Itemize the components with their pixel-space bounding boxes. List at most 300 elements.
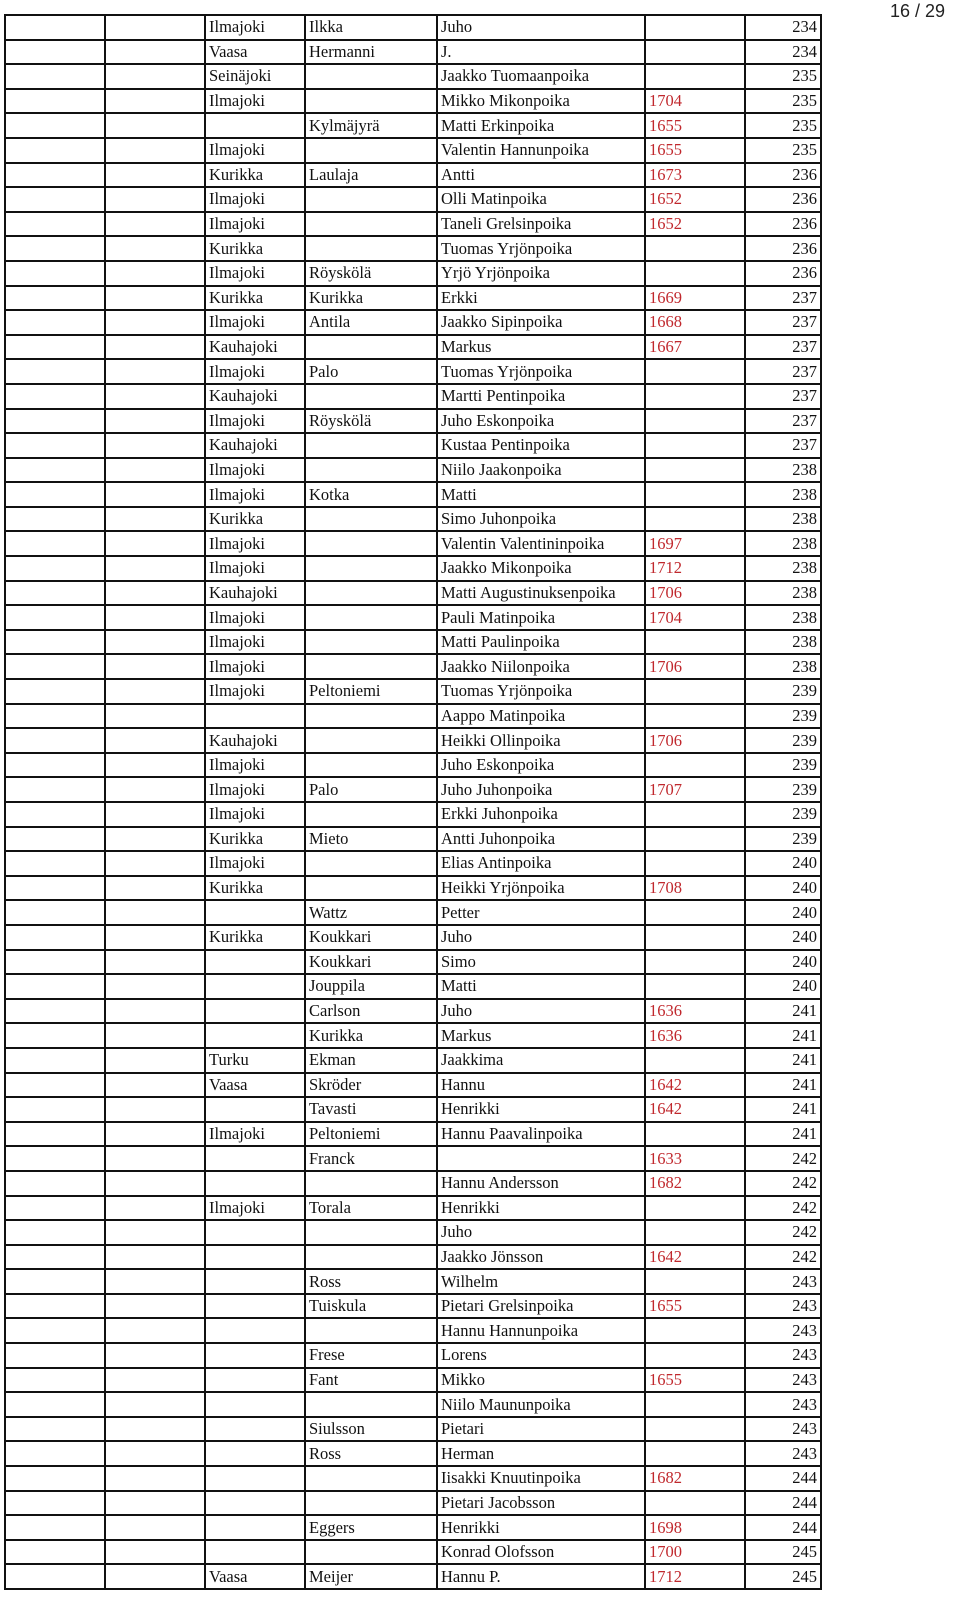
blank-cell [5, 163, 105, 188]
table-row [5, 1343, 821, 1368]
farm-cell: Frese [305, 1343, 437, 1368]
table-row [5, 15, 821, 40]
page-cell: 238 [745, 654, 821, 679]
year-cell: 1706 [645, 728, 745, 753]
blank-cell [5, 802, 105, 827]
parish-cell [205, 1097, 305, 1122]
person-name-cell: Yrjö Yrjönpoika [437, 261, 645, 286]
table-row [5, 1368, 821, 1393]
parish-cell: Ilmajoki [205, 654, 305, 679]
blank-cell [5, 433, 105, 458]
blank-cell [5, 482, 105, 507]
blank-cell [5, 679, 105, 704]
person-name-cell: Erkki Juhonpoika [437, 802, 645, 827]
blank-cell [105, 925, 205, 950]
blank-cell [5, 1515, 105, 1540]
page-cell: 237 [745, 384, 821, 409]
table-row [5, 433, 821, 458]
year-cell: 1698 [645, 1515, 745, 1540]
parish-cell: Vaasa [205, 1073, 305, 1098]
year-cell [645, 851, 745, 876]
blank-cell [105, 212, 205, 237]
blank-cell [105, 138, 205, 163]
farm-cell: Laulaja [305, 163, 437, 188]
blank-cell [5, 851, 105, 876]
year-cell: 1655 [645, 1368, 745, 1393]
table-row [5, 1097, 821, 1122]
page-cell: 237 [745, 433, 821, 458]
blank-cell [5, 777, 105, 802]
farm-cell: Peltoniemi [305, 1122, 437, 1147]
person-name-cell: Tuomas Yrjönpoika [437, 679, 645, 704]
blank-cell [105, 1441, 205, 1466]
page-cell: 237 [745, 286, 821, 311]
blank-cell [105, 113, 205, 138]
year-cell: 1682 [645, 1171, 745, 1196]
year-cell [645, 433, 745, 458]
blank-cell [105, 359, 205, 384]
farm-cell [305, 605, 437, 630]
farm-cell [305, 704, 437, 729]
blank-cell [105, 507, 205, 532]
page-cell: 244 [745, 1515, 821, 1540]
farm-cell: Carlson [305, 999, 437, 1024]
table-row [5, 950, 821, 975]
farm-cell [305, 138, 437, 163]
year-cell [645, 359, 745, 384]
person-name-cell: Hannu [437, 1073, 645, 1098]
blank-cell [5, 1097, 105, 1122]
parish-cell [205, 1392, 305, 1417]
parish-cell: Ilmajoki [205, 630, 305, 655]
blank-cell [105, 1515, 205, 1540]
blank-cell [105, 1146, 205, 1171]
page-cell: 243 [745, 1392, 821, 1417]
page-cell: 242 [745, 1196, 821, 1221]
table-row [5, 925, 821, 950]
person-name-cell: Erkki [437, 286, 645, 311]
year-cell [645, 950, 745, 975]
year-cell [645, 827, 745, 852]
parish-cell: Ilmajoki [205, 458, 305, 483]
parish-cell: Ilmajoki [205, 1196, 305, 1221]
farm-cell: Tuiskula [305, 1294, 437, 1319]
table-row [5, 531, 821, 556]
year-cell: 1697 [645, 531, 745, 556]
parish-cell [205, 1441, 305, 1466]
year-cell: 1704 [645, 89, 745, 114]
table-row [5, 335, 821, 360]
person-name-cell: Hannu Andersson [437, 1171, 645, 1196]
blank-cell [105, 1196, 205, 1221]
farm-cell: Siulsson [305, 1417, 437, 1442]
parish-cell: Kurikka [205, 827, 305, 852]
blank-cell [5, 40, 105, 65]
blank-cell [5, 1146, 105, 1171]
parish-cell [205, 974, 305, 999]
page-cell: 241 [745, 1048, 821, 1073]
farm-cell [305, 753, 437, 778]
blank-cell [5, 974, 105, 999]
parish-cell [205, 999, 305, 1024]
parish-cell [205, 1466, 305, 1491]
person-name-cell: Juho [437, 15, 645, 40]
parish-cell [205, 1220, 305, 1245]
blank-cell [5, 409, 105, 434]
year-cell [645, 40, 745, 65]
person-name-cell: Martti Pentinpoika [437, 384, 645, 409]
blank-cell [105, 1540, 205, 1565]
blank-cell [5, 728, 105, 753]
person-name-cell: Konrad Olofsson [437, 1540, 645, 1565]
farm-cell: Peltoniemi [305, 679, 437, 704]
farm-cell [305, 1245, 437, 1270]
page-cell: 245 [745, 1564, 821, 1589]
blank-cell [5, 581, 105, 606]
parish-cell [205, 1515, 305, 1540]
parish-cell: Vaasa [205, 40, 305, 65]
parish-cell: Ilmajoki [205, 212, 305, 237]
person-name-cell [437, 1146, 645, 1171]
table-row [5, 482, 821, 507]
blank-cell [5, 64, 105, 89]
year-cell: 1642 [645, 1097, 745, 1122]
table-row [5, 113, 821, 138]
person-name-cell: Antti Juhonpoika [437, 827, 645, 852]
page-cell: 235 [745, 89, 821, 114]
blank-cell [105, 261, 205, 286]
person-name-cell: Henrikki [437, 1196, 645, 1221]
person-name-cell: Jaakko Niilonpoika [437, 654, 645, 679]
farm-cell [305, 89, 437, 114]
farm-cell: Torala [305, 1196, 437, 1221]
parish-cell [205, 1245, 305, 1270]
page-indicator: 16 / 29 [889, 1, 945, 21]
blank-cell [5, 900, 105, 925]
table-row [5, 138, 821, 163]
page-cell: 243 [745, 1269, 821, 1294]
year-cell: 1667 [645, 335, 745, 360]
page-cell: 237 [745, 409, 821, 434]
blank-cell [105, 1220, 205, 1245]
parish-cell: Kurikka [205, 507, 305, 532]
parish-cell: Ilmajoki [205, 15, 305, 40]
table-row [5, 236, 821, 261]
farm-cell [305, 1392, 437, 1417]
person-name-cell: Wilhelm [437, 1269, 645, 1294]
parish-cell: Ilmajoki [205, 605, 305, 630]
person-name-cell: Aappo Matinpoika [437, 704, 645, 729]
table-row [5, 1073, 821, 1098]
person-name-cell: Heikki Yrjönpoika [437, 876, 645, 901]
page-cell: 242 [745, 1171, 821, 1196]
farm-cell [305, 630, 437, 655]
page-cell: 239 [745, 802, 821, 827]
parish-cell: Kurikka [205, 925, 305, 950]
table-row [5, 1294, 821, 1319]
year-cell [645, 1392, 745, 1417]
blank-cell [5, 1392, 105, 1417]
person-name-cell: Petter [437, 900, 645, 925]
blank-cell [5, 1318, 105, 1343]
table-row [5, 753, 821, 778]
page-cell: 240 [745, 925, 821, 950]
blank-cell [5, 654, 105, 679]
year-cell [645, 1441, 745, 1466]
page-cell: 235 [745, 64, 821, 89]
blank-cell [105, 1122, 205, 1147]
person-name-cell: Tuomas Yrjönpoika [437, 236, 645, 261]
blank-cell [105, 704, 205, 729]
blank-cell [105, 15, 205, 40]
year-cell [645, 630, 745, 655]
table-row [5, 605, 821, 630]
blank-cell [105, 827, 205, 852]
person-name-cell: Juho Juhonpoika [437, 777, 645, 802]
blank-cell [105, 802, 205, 827]
person-name-cell: Jaakkima [437, 1048, 645, 1073]
page-cell: 235 [745, 138, 821, 163]
table-row [5, 261, 821, 286]
blank-cell [105, 1417, 205, 1442]
blank-cell [5, 1220, 105, 1245]
page-cell: 236 [745, 212, 821, 237]
blank-cell [105, 64, 205, 89]
person-name-cell: Taneli Grelsinpoika [437, 212, 645, 237]
farm-cell: Kylmäjyrä [305, 113, 437, 138]
year-cell [645, 1318, 745, 1343]
parish-cell: Ilmajoki [205, 802, 305, 827]
year-cell [645, 925, 745, 950]
farm-cell: Eggers [305, 1515, 437, 1540]
parish-cell [205, 1146, 305, 1171]
year-cell: 1642 [645, 1073, 745, 1098]
page-cell: 238 [745, 482, 821, 507]
person-name-cell: Juho [437, 999, 645, 1024]
person-name-cell: Hannu P. [437, 1564, 645, 1589]
parish-cell: Ilmajoki [205, 777, 305, 802]
year-cell [645, 261, 745, 286]
blank-cell [5, 1122, 105, 1147]
person-name-cell: Henrikki [437, 1515, 645, 1540]
page-cell: 236 [745, 187, 821, 212]
table-row [5, 409, 821, 434]
blank-cell [105, 654, 205, 679]
year-cell [645, 802, 745, 827]
blank-cell [5, 1196, 105, 1221]
table-row [5, 163, 821, 188]
farm-cell: Koukkari [305, 925, 437, 950]
farm-cell [305, 876, 437, 901]
parish-cell: Vaasa [205, 1564, 305, 1589]
farm-cell [305, 1220, 437, 1245]
table-row [5, 1564, 821, 1589]
page-cell: 242 [745, 1146, 821, 1171]
parish-cell [205, 950, 305, 975]
table-row [5, 1122, 821, 1147]
year-cell [645, 64, 745, 89]
blank-cell [105, 384, 205, 409]
parish-cell [205, 1417, 305, 1442]
page-cell: 240 [745, 876, 821, 901]
farm-cell: Kurikka [305, 1023, 437, 1048]
blank-cell [5, 531, 105, 556]
page-cell: 240 [745, 851, 821, 876]
table-row [5, 827, 821, 852]
year-cell [645, 384, 745, 409]
year-cell: 1655 [645, 1294, 745, 1319]
person-name-cell: Niilo Maununpoika [437, 1392, 645, 1417]
page-cell: 242 [745, 1220, 821, 1245]
page-cell: 239 [745, 679, 821, 704]
page-cell: 243 [745, 1318, 821, 1343]
person-name-cell: J. [437, 40, 645, 65]
farm-cell [305, 654, 437, 679]
table-row [5, 1392, 821, 1417]
blank-cell [105, 310, 205, 335]
year-cell: 1652 [645, 212, 745, 237]
parish-cell [205, 1318, 305, 1343]
blank-cell [5, 1023, 105, 1048]
year-cell: 1682 [645, 1466, 745, 1491]
person-name-cell: Jaakko Tuomaanpoika [437, 64, 645, 89]
person-name-cell: Mikko [437, 1368, 645, 1393]
page-cell: 244 [745, 1491, 821, 1516]
page-cell: 240 [745, 950, 821, 975]
blank-cell [105, 1073, 205, 1098]
blank-cell [105, 409, 205, 434]
farm-cell: Röyskölä [305, 409, 437, 434]
blank-cell [5, 384, 105, 409]
table-row [5, 1441, 821, 1466]
parish-cell [205, 1540, 305, 1565]
table-row [5, 1515, 821, 1540]
parish-cell: Ilmajoki [205, 89, 305, 114]
person-name-cell: Jaakko Mikonpoika [437, 556, 645, 581]
blank-cell [5, 359, 105, 384]
person-name-cell: Simo [437, 950, 645, 975]
table-row [5, 1220, 821, 1245]
blank-cell [5, 1466, 105, 1491]
blank-cell [5, 1073, 105, 1098]
farm-cell [305, 802, 437, 827]
farm-cell: Koukkari [305, 950, 437, 975]
farm-cell: Ross [305, 1441, 437, 1466]
blank-cell [5, 1540, 105, 1565]
year-cell [645, 900, 745, 925]
blank-cell [105, 1318, 205, 1343]
person-name-cell: Jaakko Sipinpoika [437, 310, 645, 335]
blank-cell [105, 1245, 205, 1270]
table-row [5, 1540, 821, 1565]
table-row [5, 1466, 821, 1491]
table-row [5, 654, 821, 679]
blank-cell [105, 556, 205, 581]
person-name-cell: Markus [437, 335, 645, 360]
parish-cell: Ilmajoki [205, 261, 305, 286]
blank-cell [105, 1097, 205, 1122]
year-cell: 1704 [645, 605, 745, 630]
blank-cell [105, 950, 205, 975]
blank-cell [105, 531, 205, 556]
blank-cell [105, 1491, 205, 1516]
parish-cell: Ilmajoki [205, 187, 305, 212]
farm-cell [305, 851, 437, 876]
year-cell: 1642 [645, 1245, 745, 1270]
farm-cell [305, 335, 437, 360]
year-cell [645, 679, 745, 704]
farm-cell: Franck [305, 1146, 437, 1171]
parish-cell [205, 1023, 305, 1048]
parish-cell: Kurikka [205, 163, 305, 188]
table-row [5, 1245, 821, 1270]
table-row [5, 802, 821, 827]
table-row [5, 1146, 821, 1171]
blank-cell [105, 286, 205, 311]
farm-cell: Meijer [305, 1564, 437, 1589]
person-name-cell: Hannu Hannunpoika [437, 1318, 645, 1343]
page-cell: 235 [745, 113, 821, 138]
person-name-cell: Markus [437, 1023, 645, 1048]
year-cell [645, 482, 745, 507]
person-name-cell: Niilo Jaakonpoika [437, 458, 645, 483]
person-name-cell: Herman [437, 1441, 645, 1466]
person-name-cell: Elias Antinpoika [437, 851, 645, 876]
blank-cell [5, 212, 105, 237]
page-cell: 237 [745, 310, 821, 335]
page-cell: 239 [745, 704, 821, 729]
page-cell: 237 [745, 359, 821, 384]
blank-cell [105, 900, 205, 925]
parish-cell: Kurikka [205, 236, 305, 261]
page-cell: 239 [745, 827, 821, 852]
farm-cell [305, 187, 437, 212]
page-cell: 242 [745, 1245, 821, 1270]
page-cell: 238 [745, 458, 821, 483]
person-name-cell: Juho Eskonpoika [437, 409, 645, 434]
blank-cell [105, 1466, 205, 1491]
blank-cell [105, 605, 205, 630]
blank-cell [105, 1048, 205, 1073]
page-cell: 241 [745, 999, 821, 1024]
year-cell: 1700 [645, 1540, 745, 1565]
blank-cell [105, 581, 205, 606]
page-cell: 243 [745, 1417, 821, 1442]
blank-cell [5, 1441, 105, 1466]
year-cell: 1706 [645, 581, 745, 606]
person-name-cell: Henrikki [437, 1097, 645, 1122]
year-cell [645, 974, 745, 999]
year-cell: 1636 [645, 1023, 745, 1048]
page-cell: 243 [745, 1294, 821, 1319]
blank-cell [5, 1491, 105, 1516]
blank-cell [105, 1269, 205, 1294]
blank-cell [105, 1294, 205, 1319]
farm-cell [305, 556, 437, 581]
blank-cell [5, 630, 105, 655]
blank-cell [105, 999, 205, 1024]
person-name-cell: Juho [437, 925, 645, 950]
blank-cell [105, 335, 205, 360]
parish-cell [205, 1269, 305, 1294]
table-row [5, 851, 821, 876]
person-name-cell: Pietari Grelsinpoika [437, 1294, 645, 1319]
page-cell: 239 [745, 728, 821, 753]
parish-cell: Ilmajoki [205, 138, 305, 163]
parish-cell: Ilmajoki [205, 310, 305, 335]
parish-cell: Seinäjoki [205, 64, 305, 89]
farm-cell: Ekman [305, 1048, 437, 1073]
